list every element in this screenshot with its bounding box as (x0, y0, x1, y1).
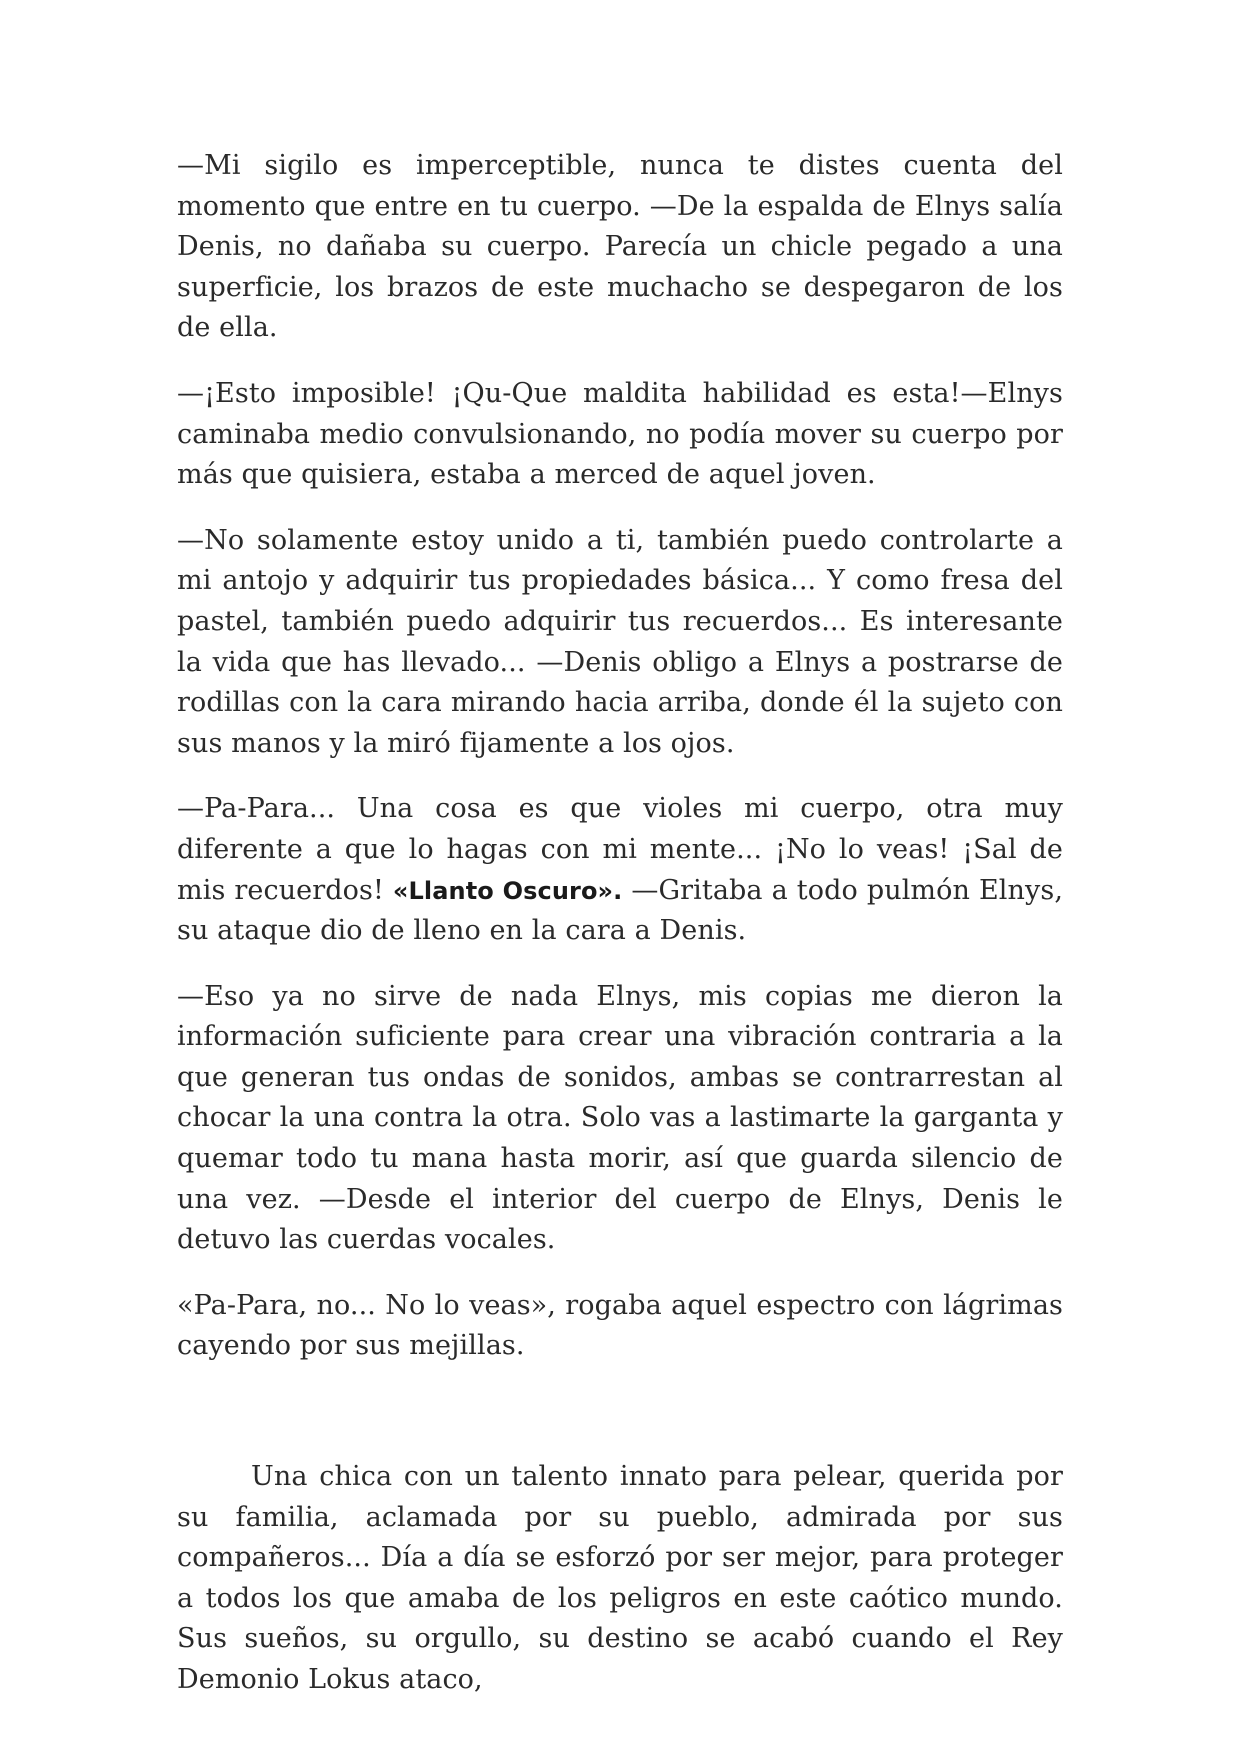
paragraph-1: —Mi sigilo es imperceptible, nunca te distes cuenta del momento que entre en tu cuerpo. —De la espalda de Elnys salía Denis, no dañaba su cuerpo. Parecía un chicle pegado a una superficie, los brazos de este muchacho se despegaron de los de ella. (177, 150, 1063, 344)
spell-name: «Llanto Oscuro». (392, 876, 623, 905)
paragraph-4 (177, 789, 1063, 951)
paragraph-5: —Eso ya no sirve de nada Elnys, mis copias me dieron la información suficiente para crear una vibración contraria a la que generan tus ondas de sonidos, ambas se contrarrestan al chocar la una contra la otra. Solo vas a lastimarte la garganta y quemar todo tu mana hasta morir, así que guarda silencio de una vez. —Desde el interior del cuerpo de Elnys, Denis le detuvo las cuerdas vocales. (177, 980, 1063, 1256)
paragraph-2: —¡Esto imposible! ¡Qu-Que maldita habilidad es esta!—Elnys caminaba medio convulsionando, no podía mover su cuerpo por más que quisiera, estaba a merced de aquel joven. (177, 377, 1063, 491)
paragraph-4-tail: —Gritaba a todo pulmón Elnys, su ataque dio de lleno en la cara a Denis. (177, 874, 1063, 947)
body-text (177, 146, 1063, 1726)
paragraph-6: «Pa-Para, no... No lo veas», rogaba aquel espectro con lágrimas cayendo por sus mejillas. (177, 1289, 1063, 1362)
paragraph-4-lead: —Pa-Para... Una cosa es que violes mi cuerpo, otra muy diferente a que lo hagas con mi mente... ¡No lo veas! ¡Sal de mis recuerdos! (177, 793, 1063, 906)
paragraph-7: Una chica con un talento innato para pelear, querida por su familia, aclamada por su pueblo, admirada por sus compañeros... Día a día se esforzó por ser mejor, para proteger a todos los que amaba de los peligros en este caótico mundo. Sus sueños, su orgullo, su destino se acabó cuando el Rey Demonio Lokus ataco, (177, 1461, 1063, 1695)
paragraph-3: —No solamente estoy unido a ti, también puedo controlarte a mi antojo y adquirir tus propiedades básica... Y como fresa del pastel, también puedo adquirir tus recuerdos... Es interesante la vida que has llevado... —Denis obligo a Elnys a postrarse de rodillas con la cara mirando hacia arriba, donde él la sujeto con sus manos y la miró fijamente a los ojos. (177, 524, 1063, 759)
